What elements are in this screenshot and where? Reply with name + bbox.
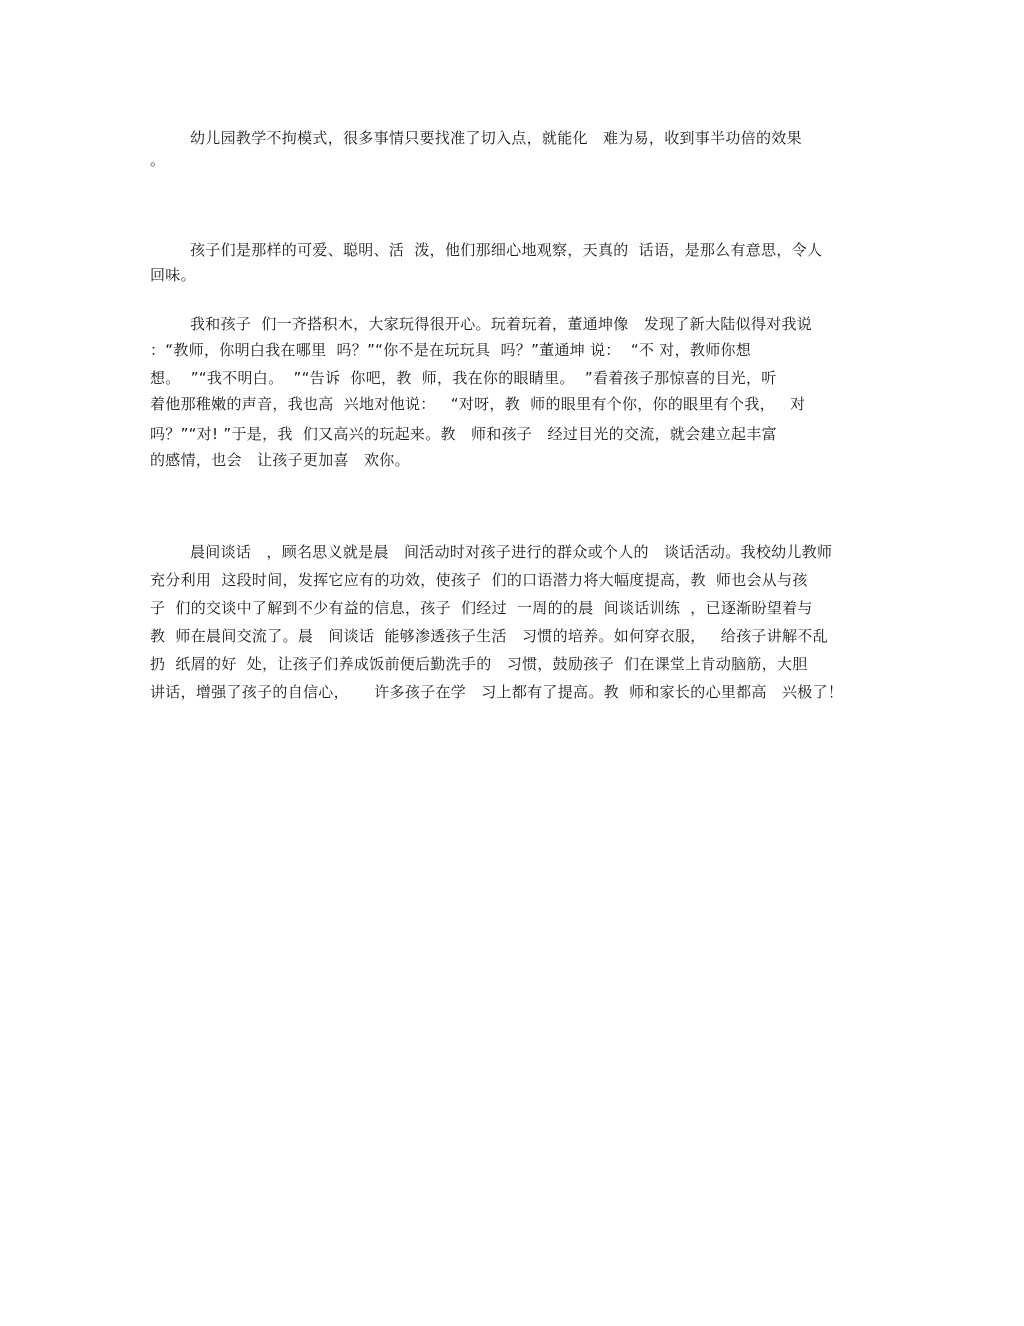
text-line: 扔 纸屑的好 处，让孩子们养成饭前便后勤洗手的 习惯，鼓励孩子 们在课堂上肯动脑筋，大胆 xyxy=(150,655,808,673)
text-line: 吗？”“对! ”于是，我 们又高兴的玩起来。教 师和孩子 经过目光的交流，就会建立起丰富 xyxy=(150,425,777,443)
text-line: 想。 ”“我不明白。 ”“告诉 你吧，教 师，我在你的眼睛里。 ”看着孩子那惊喜的目光，听 xyxy=(150,369,777,387)
text-line: 教 师在晨间交流了。晨 间谈话 能够渗透孩子生活 习惯的培养。如何穿衣服， 给孩子讲解不乱 xyxy=(150,627,828,645)
text-line: 孩子们是那样的可爱、聪明、活 泼，他们那细心地观察，天真的 话语，是那么有意思，令人 xyxy=(190,241,823,259)
text-line: 晨间谈话 ，顾名思义就是晨 间活动时对孩子进行的群众或个人的 谈话活动。我校幼儿教师 xyxy=(190,543,833,561)
text-line: 。 xyxy=(150,151,166,169)
text-line: 回味。 xyxy=(150,266,196,284)
text-line: 讲话，增强了孩子的自信心， 许多孩子在学 习上都有了提高。教 师和家长的心里都高 兴极了！ xyxy=(150,683,844,701)
text-line: 着他那稚嫩的声音，我也高 兴地对他说： “对呀，教 师的眼里有个你，你的眼里有个我， 对 xyxy=(150,395,806,413)
text-line: 的感情，也会 让孩子更加喜 欢你。 xyxy=(150,451,410,469)
text-line: 幼儿园教学不拘模式，很多事情只要找准了切入点，就能化 难为易，收到事半功倍的效果 xyxy=(190,129,802,147)
text-line: 充分利用 这段时间，发挥它应有的功效，使孩子 们的口语潜力将大幅度提高，教 师也会从与孩 xyxy=(150,571,808,589)
text-line: 子 们的交谈中了解到不少有益的信息，孩子 们经过 一周的的晨 间谈话训练 ，已逐渐盼望着与 xyxy=(150,599,813,617)
text-line: 我和孩子 们一齐搭积木，大家玩得很开心。玩着玩着，董通坤像 发现了新大陆似得对我说 xyxy=(190,315,813,333)
text-line: ：“教师，你明白我在哪里 吗？”“你不是在玩玩具 吗？”董通坤 说： “不 对，教师你想 xyxy=(150,341,752,359)
